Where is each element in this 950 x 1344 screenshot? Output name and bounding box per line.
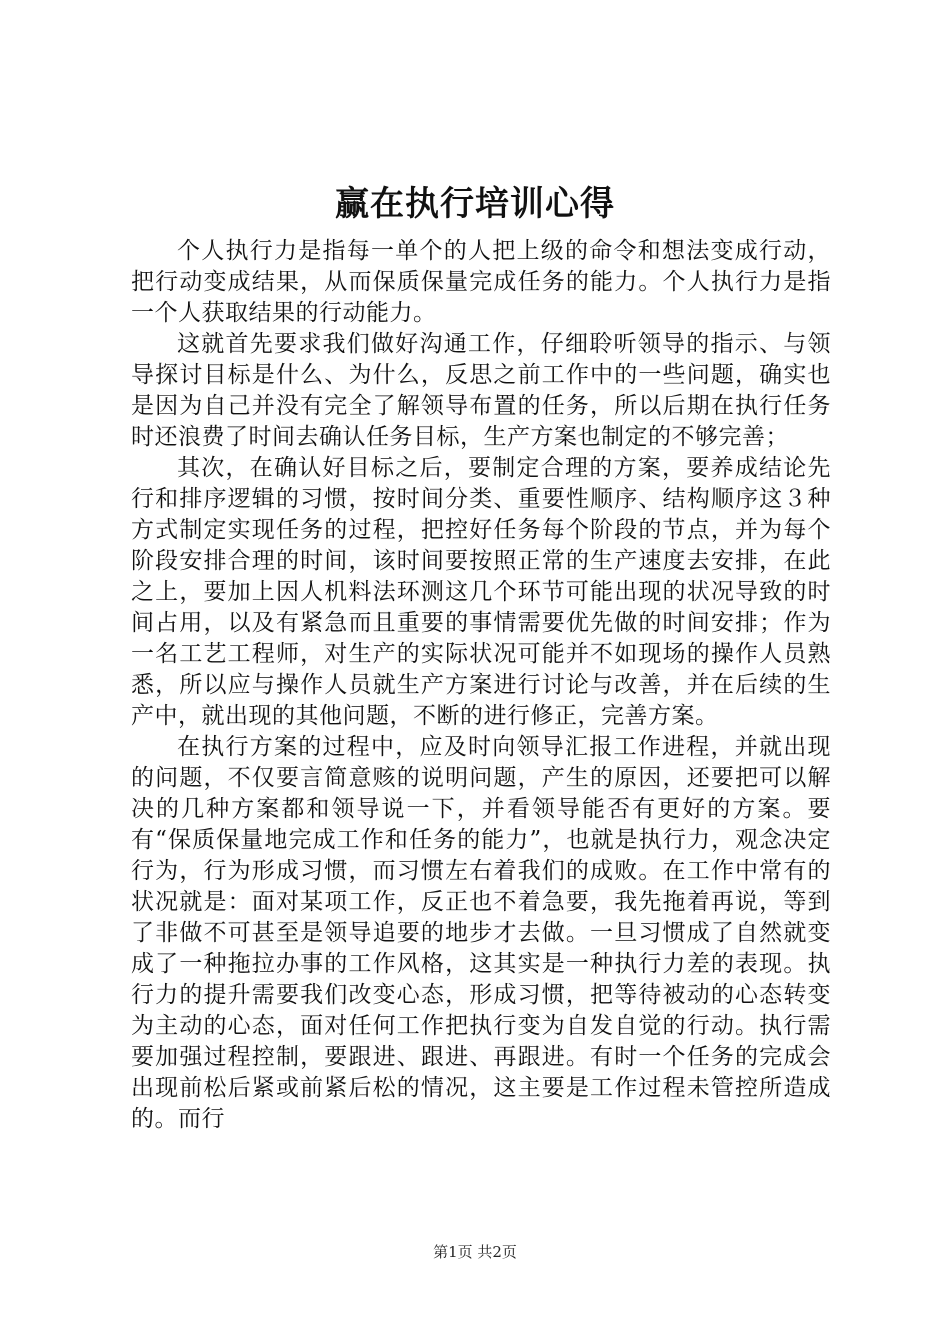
paragraph-1: 个人执行力是指每一单个的人把上级的命令和想法变成行动，把行动变成结果，从而保质保量完成任务的能力。个人执行力是指一个人获取结果的行动能力。 [131, 238, 831, 326]
paragraph-3: 其次，在确认好目标之后，要制定合理的方案，要养成结论先行和排序逻辑的习惯，按时间分类、重要性顺序、结构顺序这３种方式制定实现任务的过程，把控好任务每个阶段的节点，并为每个阶段安排合理的时间，该时间要按照正常的生产速度去安排，在此之上，要加上因人机料法环测这几个环节可能出现的状况导致的时间占用，以及有紧急而且重要的事情需要优先做的时间安排；作为一名工艺工程师，对生产的实际状况可能并不如现场的操作人员熟悉，所以应与操作人员就生产方案进行讨论与改善，并在后续的生产中，就出现的其他问题，不断的进行修正，完善方案。 [131, 455, 831, 729]
paragraph-2: 这就首先要求我们做好沟通工作，仔细聆听领导的指示、与领导探讨目标是什么、为什么，反思之前工作中的一些问题，确实也是因为自己并没有完全了解领导布置的任务，所以后期在执行任务时还浪费了时间去确认任务目标，生产方案也制定的不够完善； [131, 331, 831, 450]
page-footer: 第1页 共2页 [433, 1243, 517, 1261]
paragraph-4: 在执行方案的过程中，应及时向领导汇报工作进程，并就出现的问题，不仅要言简意赅的说明问题，产生的原因，还要把可以解决的几种方案都和领导说一下，并看领导能否有更好的方案。要有“保质保量地完成工作和任务的能力”，也就是执行力，观念决定行为，行为形成习惯，而习惯左右着我们的成败。在工作中常有的状况就是：面对某项工作，反正也不着急要，我先拖着再说，等到了非做不可甚至是领导追要的地步才去做。一旦习惯成了自然就变成了一种拖拉办事的工作风格，这其实是一种执行力差的表现。执行力的提升需要我们改变心态，形成习惯，把等待被动的心态转变为主动的心态，面对任何工作把执行变为自发自觉的行动。执行需要加强过程控制，要跟进、跟进、再跟进。有时一个任务的完成会出现前松后紧或前紧后松的情况，这主要是工作过程未管控所造成的。而行 [131, 734, 831, 1132]
document-title: 赢在执行培训心得 [335, 184, 615, 224]
document-body [131, 236, 831, 1135]
